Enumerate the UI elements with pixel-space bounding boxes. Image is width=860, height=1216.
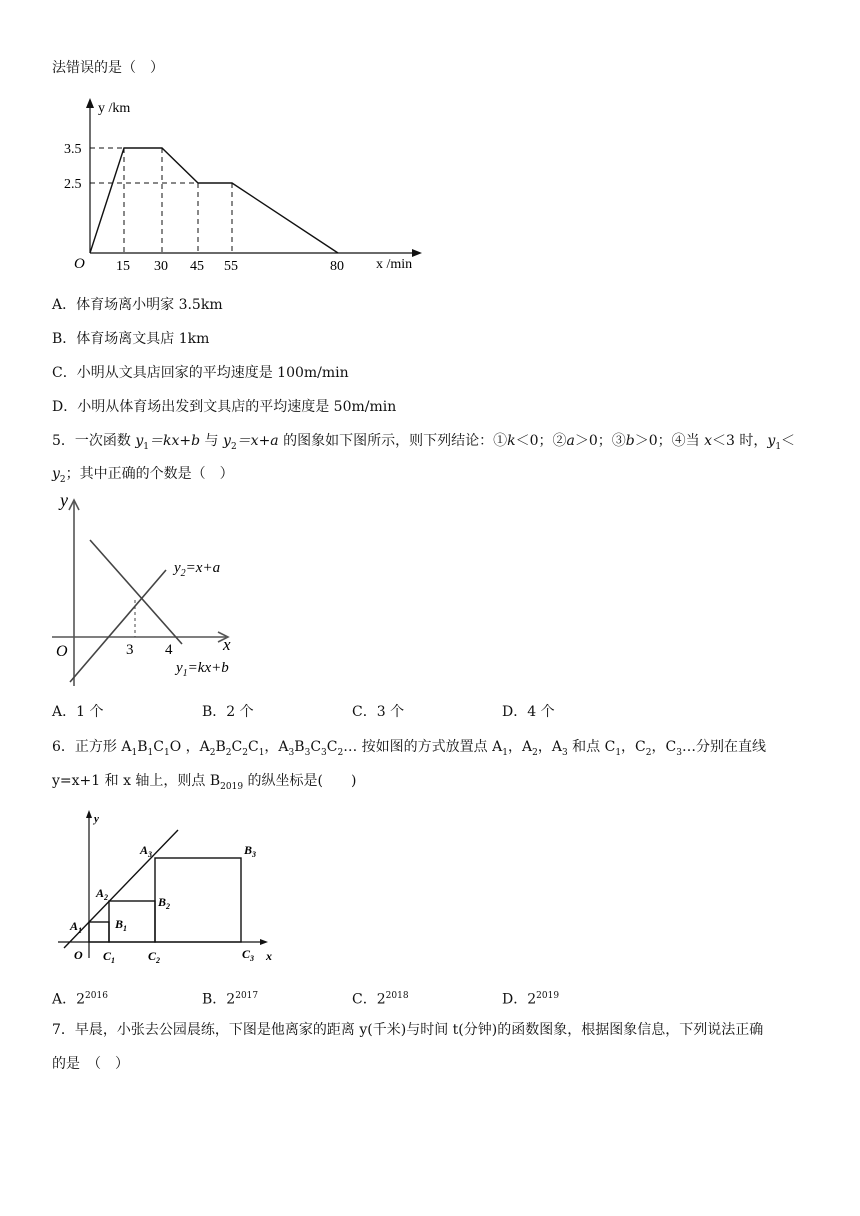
q4-x-tick: 30: [154, 259, 168, 274]
q5-stem-line1: 5．一次函数 $y_1=kx+b$ 与 $y_2=x+a$ 的图象如下图所示，则下列结论：①k＜0；②a＞0；③b＞0；④当 x＜3 时，$y_1<$: [52, 433, 796, 452]
q6-label-b2: $B_2$: [158, 895, 171, 911]
q6-squares-graph: [56, 808, 286, 970]
q4-option-d[interactable]: D．小明从体育场出发到文具店的平均速度是 50m/min: [52, 399, 397, 415]
q6-label-c2: $C_2$: [148, 949, 161, 965]
q4-distance-time-graph: [60, 96, 430, 281]
q6-option-c[interactable]: C．$2^{2018}$: [352, 991, 409, 1008]
q6-label-a2: $A_2$: [96, 886, 109, 902]
q5-line-y1: [90, 540, 182, 644]
q6-stem-line2: y=x+1 和 x 轴上，则点 $B_{2019}$ 的纵坐标是( ): [52, 773, 357, 792]
q4-x-tick: 55: [224, 259, 238, 274]
q6-label-a3: $A_3$: [140, 843, 153, 859]
q5-option-c[interactable]: C．3 个: [352, 704, 405, 720]
q4-x-tick: 15: [116, 259, 130, 274]
q4-x-arrow: [412, 249, 422, 257]
q7-stem-line1: 7．早晨，小张去公园晨练，下图是他离家的距离 y(千米)与时间 t(分钟)的函数图象，根据图象信息，下列说法正确: [52, 1022, 764, 1038]
q5-origin: O: [56, 643, 68, 660]
q5-label-y1: $y_1=kx+b$: [176, 660, 229, 679]
q6-label-c3: $C_3$: [242, 947, 255, 963]
q6-option-d[interactable]: D．$2^{2019}$: [502, 991, 560, 1008]
q6-y-axis-label: y: [94, 813, 99, 825]
q4-y-axis-label: y /km: [98, 101, 131, 116]
q5-option-d[interactable]: D．4 个: [502, 704, 555, 720]
q6-stem-line1: 6．正方形 $A_1B_1C_1O$ ，$A_2B_2C_2C_1$，$A_3B_3C_3C_2\dots$ 按如图的方式放置点 $A_1$，$A_2$，$A_3$ 和点 $C_1$，$C_2$，$C_3\dots$分别在直线: [52, 739, 766, 758]
q6-x-axis-label: x: [266, 949, 272, 963]
q4-x-tick: 80: [330, 259, 344, 274]
q5-label-y2: $y_2=x+a$: [174, 560, 221, 579]
q4-origin: O: [74, 256, 85, 272]
q4-y-tick: 3.5: [64, 142, 82, 157]
q6-x-arrow: [260, 939, 268, 945]
q4-dashed-guides: [90, 148, 232, 253]
q4-option-c[interactable]: C．小明从文具店回家的平均速度是 100m/min: [52, 365, 349, 381]
q5-linear-functions-graph: [48, 488, 258, 693]
q6-square-1: [89, 922, 109, 942]
q4-option-a[interactable]: A．体育场离小明家 3.5km: [52, 297, 223, 313]
q5-y-axis-label: y: [60, 490, 68, 510]
q4-y-arrow: [86, 98, 94, 108]
q5-line-y2: [70, 570, 166, 682]
q6-square-3: [155, 858, 241, 942]
q6-label-b1: $B_1$: [115, 917, 128, 933]
q6-origin: O: [74, 948, 83, 962]
q6-y-arrow: [86, 810, 92, 818]
q4-option-b[interactable]: B．体育场离文具店 1km: [52, 331, 210, 347]
q6-label-c1: $C_1$: [103, 949, 116, 965]
q5-x-axis-label: x: [223, 635, 231, 654]
q6-option-b[interactable]: B．$2^{2017}$: [202, 991, 259, 1008]
q4-x-axis-label: x /min: [376, 257, 413, 272]
q4-x-tick: 45: [190, 259, 204, 274]
q7-stem-line2: 的是 （ ）: [52, 1056, 129, 1072]
q6-label-a1: $A_1$: [70, 919, 83, 935]
q6-label-b3: $B_3$: [244, 843, 257, 859]
q4-y-tick: 2.5: [64, 177, 82, 192]
q5-option-b[interactable]: B．2 个: [202, 704, 254, 720]
q5-option-a[interactable]: A．1 个: [52, 704, 104, 720]
q4-stem-tail: 法错误的是（ ）: [52, 60, 164, 76]
q4-graph-line: [90, 148, 338, 253]
q5-tick-4: 4: [165, 642, 173, 658]
q5-tick-3: 3: [126, 642, 134, 658]
q6-option-a[interactable]: A．$2^{2016}$: [52, 991, 108, 1008]
q5-stem-line2: $y_2$；其中正确的个数是（ ）: [52, 466, 234, 485]
